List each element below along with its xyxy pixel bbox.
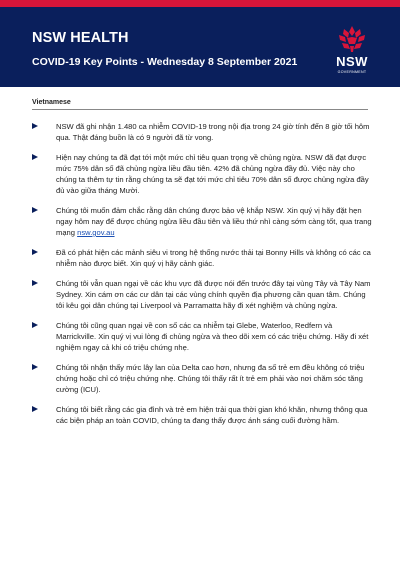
language-label: Vietnamese (32, 99, 71, 106)
page-subtitle: COVID-19 Key Points - Wednesday 8 September 2021 (32, 56, 298, 68)
point-text: Đã có phát hiện các mảnh siêu vi trong hệ thống nước thải tại Bonny Hills và không có các ca nhiễm nào được biết. Xin quý vị hãy cảnh giác. (56, 248, 371, 268)
nsw-government-logo (330, 24, 374, 80)
page-title: NSW HEALTH (32, 30, 129, 46)
list-item (32, 278, 372, 311)
header-red-strip (0, 0, 400, 7)
header-banner (0, 0, 400, 87)
key-points-list (32, 121, 372, 435)
point-text: Chúng tôi nhận thấy mức lây lan của Delta cao hơn, nhưng đa số trẻ em đều không có triệu chứng hoặc chỉ có triệu chứng nhẹ. Chúng tôi thấy rất ít trẻ em phải vào nơi chăm sóc tăng cường (ICU). (56, 363, 365, 394)
chevron-right-icon (32, 123, 38, 129)
list-item (32, 121, 372, 143)
chevron-right-icon (32, 249, 38, 255)
list-item (32, 404, 372, 426)
chevron-right-icon (32, 154, 38, 160)
point-text: Chúng tôi biết rằng các gia đình và trẻ em hiện trải qua thời gian khó khăn, nhưng thông qua các biện pháp an toàn COVID, chúng ta đang thấy được ánh sáng cuối đường hầm. (56, 405, 368, 425)
chevron-right-icon (32, 364, 38, 370)
chevron-right-icon (32, 280, 38, 286)
logo-wordmark: NSW (336, 54, 368, 69)
chevron-right-icon (32, 322, 38, 328)
point-text: Chúng tôi cũng quan ngại về con số các ca nhiễm tại Glebe, Waterloo, Redfern và Marrickville. Xin quý vị vui lòng đi chủng ngừa và theo dõi xem có các triệu chứng. Hãy đi xét nghiệm ngay cả khi có triệu chứng nhẹ. (56, 321, 369, 352)
divider (32, 109, 368, 110)
chevron-right-icon (32, 207, 38, 213)
logo-subtext: GOVERNMENT (337, 70, 367, 74)
nsw-gov-link[interactable]: nsw.gov.au (77, 228, 115, 237)
point-text: Chúng tôi muốn đảm chắc rằng dân chúng được bảo vệ khắp NSW. Xin quý vị hãy đặt hẹn ngay hôm nay để được chủng ngừa liều đầu tiên và liều thứ nhì càng sớm càng tốt, qua trang mạng (56, 206, 372, 237)
list-item (32, 362, 372, 395)
point-text: Chúng tôi vẫn quan ngại về các khu vực đã được nói đến trước đây tại vùng Tây và Tây Nam Sydney. Xin cám ơn các cư dân tại các vùng chính quyền địa phương cần quan tâm. Chúng tôi kêu gọi dân chúng tại Liverpool và Parramatta hãy đi xét nghiệm và chủng ngừa. (56, 279, 371, 310)
list-item (32, 205, 372, 238)
list-item (32, 152, 372, 196)
point-text: Hiện nay chúng ta đã đạt tới một mức chỉ tiêu quan trọng về chủng ngừa. NSW đã đạt được mức 75% dân số đã chủng ngừa liều đầu tiên. 42% đã chủng ngừa đầy đủ. Việc này cho chúng ta thêm tự tin rằng chúng ta sẽ đạt tới mức chỉ tiêu 70% dân số được chủng ngừa đầy đủ vào giữa tháng Mười. (56, 153, 369, 195)
point-text: NSW đã ghi nhận 1.480 ca nhiễm COVID-19 trong nội địa trong 24 giờ tính đến 8 giờ tối hôm qua. Thật đáng buồn là có 9 người đã từ vong. (56, 122, 370, 142)
waratah-flower-icon (330, 24, 374, 54)
list-item (32, 247, 372, 269)
list-item (32, 320, 372, 353)
chevron-right-icon (32, 406, 38, 412)
